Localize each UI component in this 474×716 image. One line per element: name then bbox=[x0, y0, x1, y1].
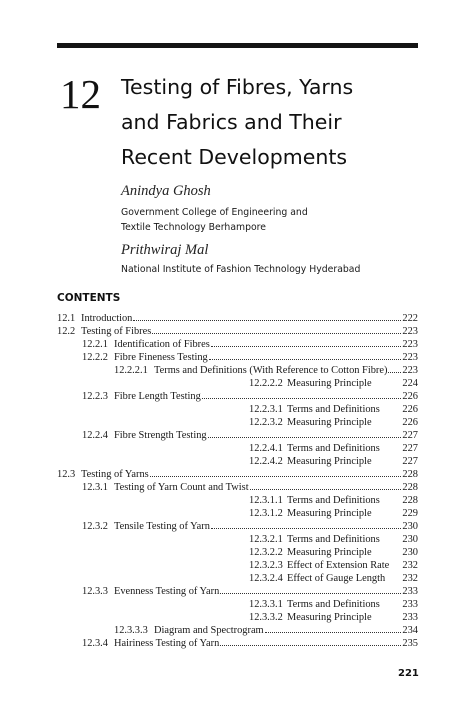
toc-entry[interactable] bbox=[249, 611, 418, 624]
toc-leader bbox=[220, 645, 401, 646]
toc-entry-title: Terms and Definitions bbox=[287, 404, 380, 415]
toc-entry-number: 12.3.2.4 bbox=[249, 573, 283, 584]
toc-entry-page: 226 bbox=[402, 417, 418, 428]
toc-entry-page: 227 bbox=[402, 430, 418, 441]
toc-entry-number: 12.2.4.2 bbox=[249, 456, 283, 467]
toc-entry-title: Evenness Testing of Yarn bbox=[114, 586, 220, 597]
toc-entry-number: 12.2.2 bbox=[82, 352, 108, 363]
chapter-title: Testing of Fibres, Yarns and Fabrics and Their Recent Developments bbox=[121, 75, 354, 169]
toc-entry-number: 12.2 bbox=[57, 326, 76, 337]
toc-entry-page: 233 bbox=[402, 612, 418, 623]
toc-entry-page: 233 bbox=[402, 586, 418, 597]
toc-entry[interactable] bbox=[82, 520, 418, 533]
toc-entry-page: 233 bbox=[402, 599, 418, 610]
toc-leader bbox=[388, 372, 401, 373]
toc-entry-number: 12.2.2.1 bbox=[114, 365, 148, 376]
page-number: 221 bbox=[398, 668, 419, 679]
toc-entry[interactable] bbox=[249, 442, 418, 455]
toc-entry-number: 12.2.3 bbox=[82, 391, 108, 402]
toc-entry[interactable] bbox=[249, 559, 418, 572]
toc-entry-number: 12.2.3.1 bbox=[249, 404, 283, 415]
toc-entry-page: 224 bbox=[402, 378, 418, 389]
toc-leader bbox=[209, 359, 402, 360]
toc-entry-number: 12.3.4 bbox=[82, 638, 108, 649]
toc-entry[interactable] bbox=[114, 364, 418, 377]
toc-entry-title: Introduction bbox=[81, 313, 133, 324]
toc-entry-page: 228 bbox=[402, 469, 418, 480]
toc-entry-title: Measuring Principle bbox=[287, 417, 372, 428]
toc-leader bbox=[133, 320, 401, 321]
toc-entry-number: 12.2.1 bbox=[82, 339, 108, 350]
toc-entry[interactable] bbox=[249, 546, 418, 559]
toc-entry-page: 234 bbox=[402, 625, 418, 636]
toc-entry[interactable] bbox=[249, 507, 418, 520]
toc-entry-page: 223 bbox=[402, 365, 418, 376]
toc-entry-number: 12.2.4.1 bbox=[249, 443, 283, 454]
toc-entry-page: 226 bbox=[402, 404, 418, 415]
toc-entry-number: 12.3.2.1 bbox=[249, 534, 283, 545]
toc-entry-title: Tensile Testing of Yarn bbox=[114, 521, 210, 532]
toc-entry-page: 230 bbox=[402, 534, 418, 545]
author-affiliation: National Institute of Fashion Technology Hyderabad bbox=[121, 264, 361, 275]
toc-leader bbox=[220, 593, 401, 594]
toc-entry[interactable] bbox=[249, 403, 418, 416]
toc-entry-title: Fibre Strength Testing bbox=[114, 430, 207, 441]
toc-entry[interactable] bbox=[249, 377, 418, 390]
toc-entry[interactable] bbox=[249, 416, 418, 429]
toc-entry[interactable] bbox=[82, 351, 418, 364]
toc-entry-page: 232 bbox=[402, 560, 418, 571]
toc-entry-number: 12.1 bbox=[57, 313, 76, 324]
toc-entry[interactable] bbox=[82, 390, 418, 403]
toc-entry-page: 227 bbox=[402, 456, 418, 467]
toc-entry-page: 223 bbox=[402, 352, 418, 363]
toc-entry[interactable] bbox=[57, 325, 418, 338]
toc-entry-number: 12.3.3.3 bbox=[114, 625, 148, 636]
toc-entry[interactable] bbox=[114, 624, 418, 637]
toc-entry-title: Effect of Extension Rate bbox=[287, 560, 390, 571]
toc-entry-number: 12.3.2.3 bbox=[249, 560, 283, 571]
toc-leader bbox=[152, 333, 401, 334]
toc-entry-title: Terms and Definitions (With Reference to Cotton Fibre) bbox=[154, 365, 388, 376]
toc-entry-page: 230 bbox=[402, 521, 418, 532]
toc-entry-title: Measuring Principle bbox=[287, 456, 372, 467]
author-affiliation: Government College of Engineering and Textile Technology Berhampore bbox=[121, 207, 308, 233]
toc-entry-page: 232 bbox=[402, 573, 418, 584]
toc-leader bbox=[208, 437, 402, 438]
toc-entry-page: 223 bbox=[402, 326, 418, 337]
toc-entry-number: 12.2.3.2 bbox=[249, 417, 283, 428]
toc-entry-title: Fibre Length Testing bbox=[114, 391, 201, 402]
toc-entry-number: 12.3.2.2 bbox=[249, 547, 283, 558]
toc-entry-number: 12.3.2 bbox=[82, 521, 108, 532]
toc-entry-title: Testing of Yarn Count and Twist bbox=[114, 482, 249, 493]
toc-entry-page: 228 bbox=[402, 495, 418, 506]
toc-entry-page: 230 bbox=[402, 547, 418, 558]
toc-entry[interactable] bbox=[57, 312, 418, 325]
author-name: Anindya Ghosh bbox=[121, 183, 211, 199]
toc-entry[interactable] bbox=[82, 481, 418, 494]
toc-entry-page: 227 bbox=[402, 443, 418, 454]
toc-entry-title: Fibre Fineness Testing bbox=[114, 352, 208, 363]
toc-entry-title: Measuring Principle bbox=[287, 378, 372, 389]
toc-entry-number: 12.3.1.1 bbox=[249, 495, 283, 506]
toc-entry[interactable] bbox=[249, 598, 418, 611]
toc-entry-title: Terms and Definitions bbox=[287, 534, 380, 545]
toc-entry-title: Identification of Fibres bbox=[114, 339, 210, 350]
toc-entry-number: 12.3.1.2 bbox=[249, 508, 283, 519]
toc-entry-title: Measuring Principle bbox=[287, 508, 372, 519]
toc-leader bbox=[250, 489, 402, 490]
toc-entry[interactable] bbox=[82, 637, 418, 650]
toc-entry[interactable] bbox=[57, 468, 418, 481]
toc-entry-number: 12.3 bbox=[57, 469, 76, 480]
toc-entry-number: 12.3.3.2 bbox=[249, 612, 283, 623]
toc-entry-number: 12.2.2.2 bbox=[249, 378, 283, 389]
toc-entry-title: Terms and Definitions bbox=[287, 599, 380, 610]
toc-entry-title: Diagram and Spectrogram bbox=[154, 625, 264, 636]
toc-entry[interactable] bbox=[249, 533, 418, 546]
toc-entry-page: 229 bbox=[402, 508, 418, 519]
toc-entry-number: 12.2.4 bbox=[82, 430, 108, 441]
toc-entry-title: Measuring Principle bbox=[287, 612, 372, 623]
toc-entry-title: Effect of Gauge Length bbox=[287, 573, 386, 584]
toc-entry-number: 12.3.3 bbox=[82, 586, 108, 597]
toc-entry-title: Measuring Principle bbox=[287, 547, 372, 558]
toc-leader bbox=[202, 398, 402, 399]
toc-entry-page: 222 bbox=[402, 313, 418, 324]
toc-entry-number: 12.3.3.1 bbox=[249, 599, 283, 610]
toc-entry[interactable] bbox=[249, 455, 418, 468]
toc-entry[interactable] bbox=[82, 585, 418, 598]
contents-heading: CONTENTS bbox=[57, 292, 121, 304]
toc-leader bbox=[211, 346, 402, 347]
toc-entry-title: Terms and Definitions bbox=[287, 443, 380, 454]
chapter-top-rule bbox=[57, 43, 418, 48]
toc-entry[interactable] bbox=[82, 338, 418, 351]
toc-entry-title: Testing of Fibres bbox=[81, 326, 152, 337]
toc-entry-title: Testing of Yarns bbox=[81, 469, 149, 480]
toc-entry-title: Hairiness Testing of Yarn bbox=[114, 638, 220, 649]
toc-leader bbox=[211, 528, 402, 529]
toc-leader bbox=[265, 632, 402, 633]
chapter-number: 12 bbox=[60, 71, 101, 117]
author-name: Prithwiraj Mal bbox=[121, 242, 209, 258]
toc-entry[interactable] bbox=[249, 494, 418, 507]
toc-entry-page: 228 bbox=[402, 482, 418, 493]
toc-entry[interactable] bbox=[82, 429, 418, 442]
toc-entry-title: Terms and Definitions bbox=[287, 495, 380, 506]
toc-entry-page: 226 bbox=[402, 391, 418, 402]
toc-entry-page: 235 bbox=[402, 638, 418, 649]
toc-entry[interactable] bbox=[249, 572, 418, 585]
toc-entry-number: 12.3.1 bbox=[82, 482, 108, 493]
toc-entry-page: 223 bbox=[402, 339, 418, 350]
toc-leader bbox=[150, 476, 402, 477]
